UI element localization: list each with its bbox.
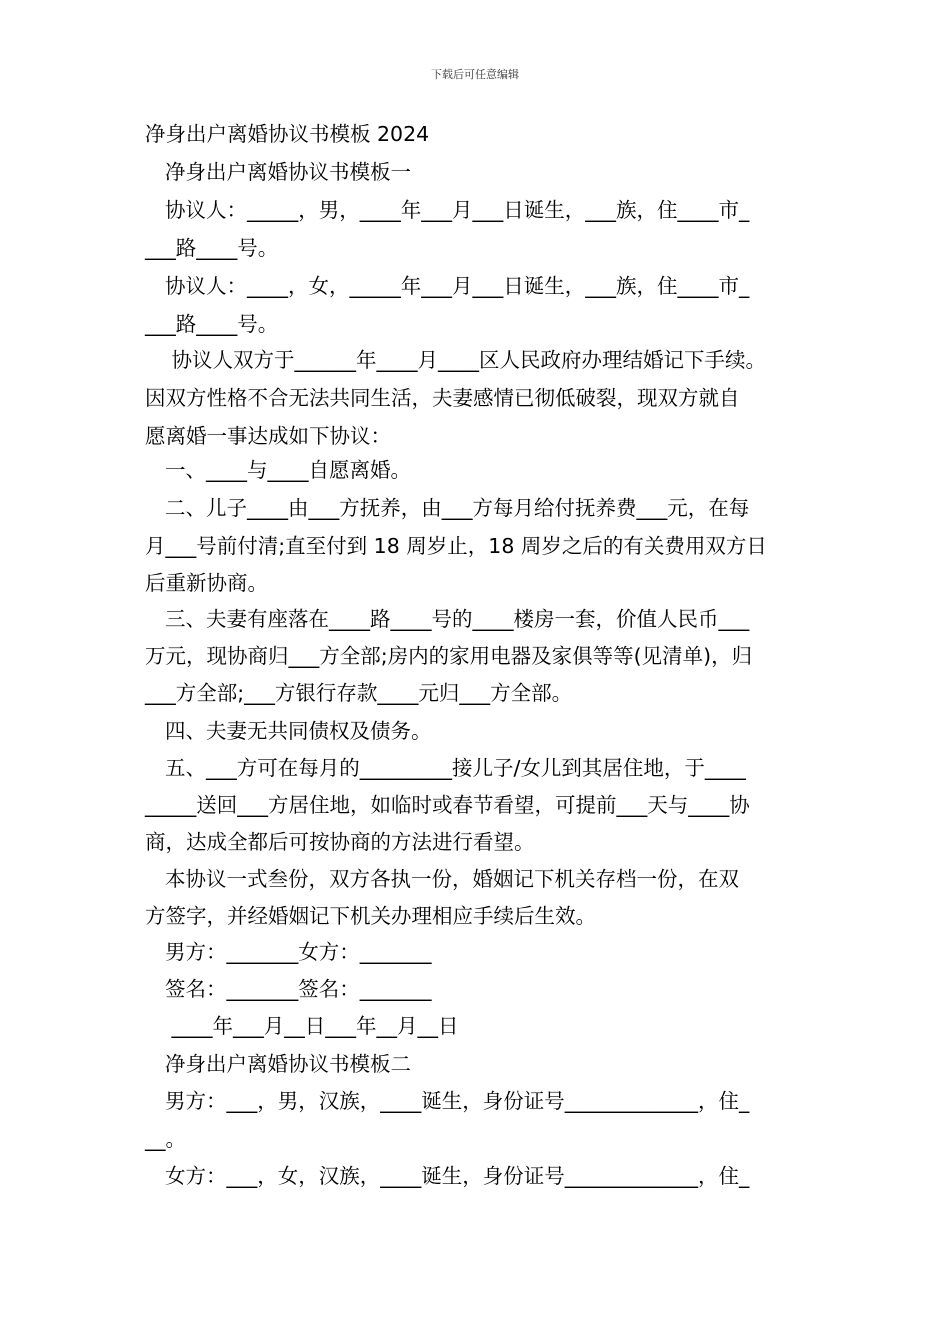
paragraph-line: 愿离婚一事达成如下协议： bbox=[145, 424, 391, 448]
paragraph-line: 协议人双方于______年____月____区人民政府办理结婚记下手续。 bbox=[165, 348, 767, 372]
paragraph-line: 商，达成全都后可按协商的方法进行看望。 bbox=[145, 830, 535, 854]
clause-five: 五、___方可在每月的_________接儿子/女儿到其居住地，于____ bbox=[165, 756, 746, 780]
clause-two: 二、儿子____由___方抚养，由___方每月给付抚养费___元，在每 bbox=[165, 496, 750, 520]
header-note: 下载后可任意编辑 bbox=[431, 68, 519, 81]
paragraph-line: 女方：___，女，汉族，____诞生，身份证号_____________，住_ bbox=[165, 1164, 750, 1188]
signature-line-names: 签名：_______签名：_______ bbox=[165, 977, 432, 1001]
paragraph-line: 男方：___，男，汉族，____诞生，身份证号_____________，住_ bbox=[165, 1089, 750, 1113]
paragraph-line: 方签字，并经婚姻记下机关办理相应手续后生效。 bbox=[145, 904, 596, 928]
paragraph-line: 本协议一式叁份，双方各执一份，婚姻记下机关存档一份，在双 bbox=[165, 867, 739, 891]
clause-three: 三、夫妻有座落在____路____号的____楼房一套，价值人民币___ bbox=[165, 607, 750, 631]
paragraph-line: 协议人：____，女，_____年___月___日诞生，___族，住____市_ bbox=[165, 274, 750, 298]
paragraph-line: __。 bbox=[145, 1127, 186, 1151]
clause-one: 一、____与____自愿离婚。 bbox=[165, 458, 411, 482]
paragraph-line: 后重新协商。 bbox=[145, 571, 268, 595]
paragraph-line: ___方全部;___方银行存款____元归___方全部。 bbox=[145, 681, 573, 705]
section-heading-template-one: 净身出户离婚协议书模板一 bbox=[165, 160, 411, 184]
paragraph-line: 因双方性格不合无法共同生活，夫妻感情已彻低破裂，现双方就自 bbox=[145, 386, 740, 410]
paragraph-line: _____送回___方居住地，如临时或春节看望，可提前___天与____协 bbox=[145, 793, 750, 817]
signature-line-dates: ____年___月__日___年__月__日 bbox=[165, 1014, 459, 1038]
signature-line-parties: 男方：_______女方：_______ bbox=[165, 940, 432, 964]
paragraph-line: 万元，现协商归___方全部;房内的家用电器及家俱等等(见清单)，归 bbox=[145, 644, 753, 668]
clause-four: 四、夫妻无共同债权及债务。 bbox=[165, 719, 432, 743]
section-heading-template-two: 净身出户离婚协议书模板二 bbox=[165, 1052, 411, 1076]
paragraph-line: ___路____号。 bbox=[145, 236, 279, 260]
paragraph-line: ___路____号。 bbox=[145, 312, 279, 336]
paragraph-line: 月___号前付清;直至付到 18 周岁止，18 周岁之后的有关费用双方日 bbox=[145, 534, 767, 558]
document-title: 净身出户离婚协议书模板 2024 bbox=[145, 122, 430, 146]
paragraph-line: 协议人：_____，男，____年___月___日诞生，___族，住____市_ bbox=[165, 198, 750, 222]
